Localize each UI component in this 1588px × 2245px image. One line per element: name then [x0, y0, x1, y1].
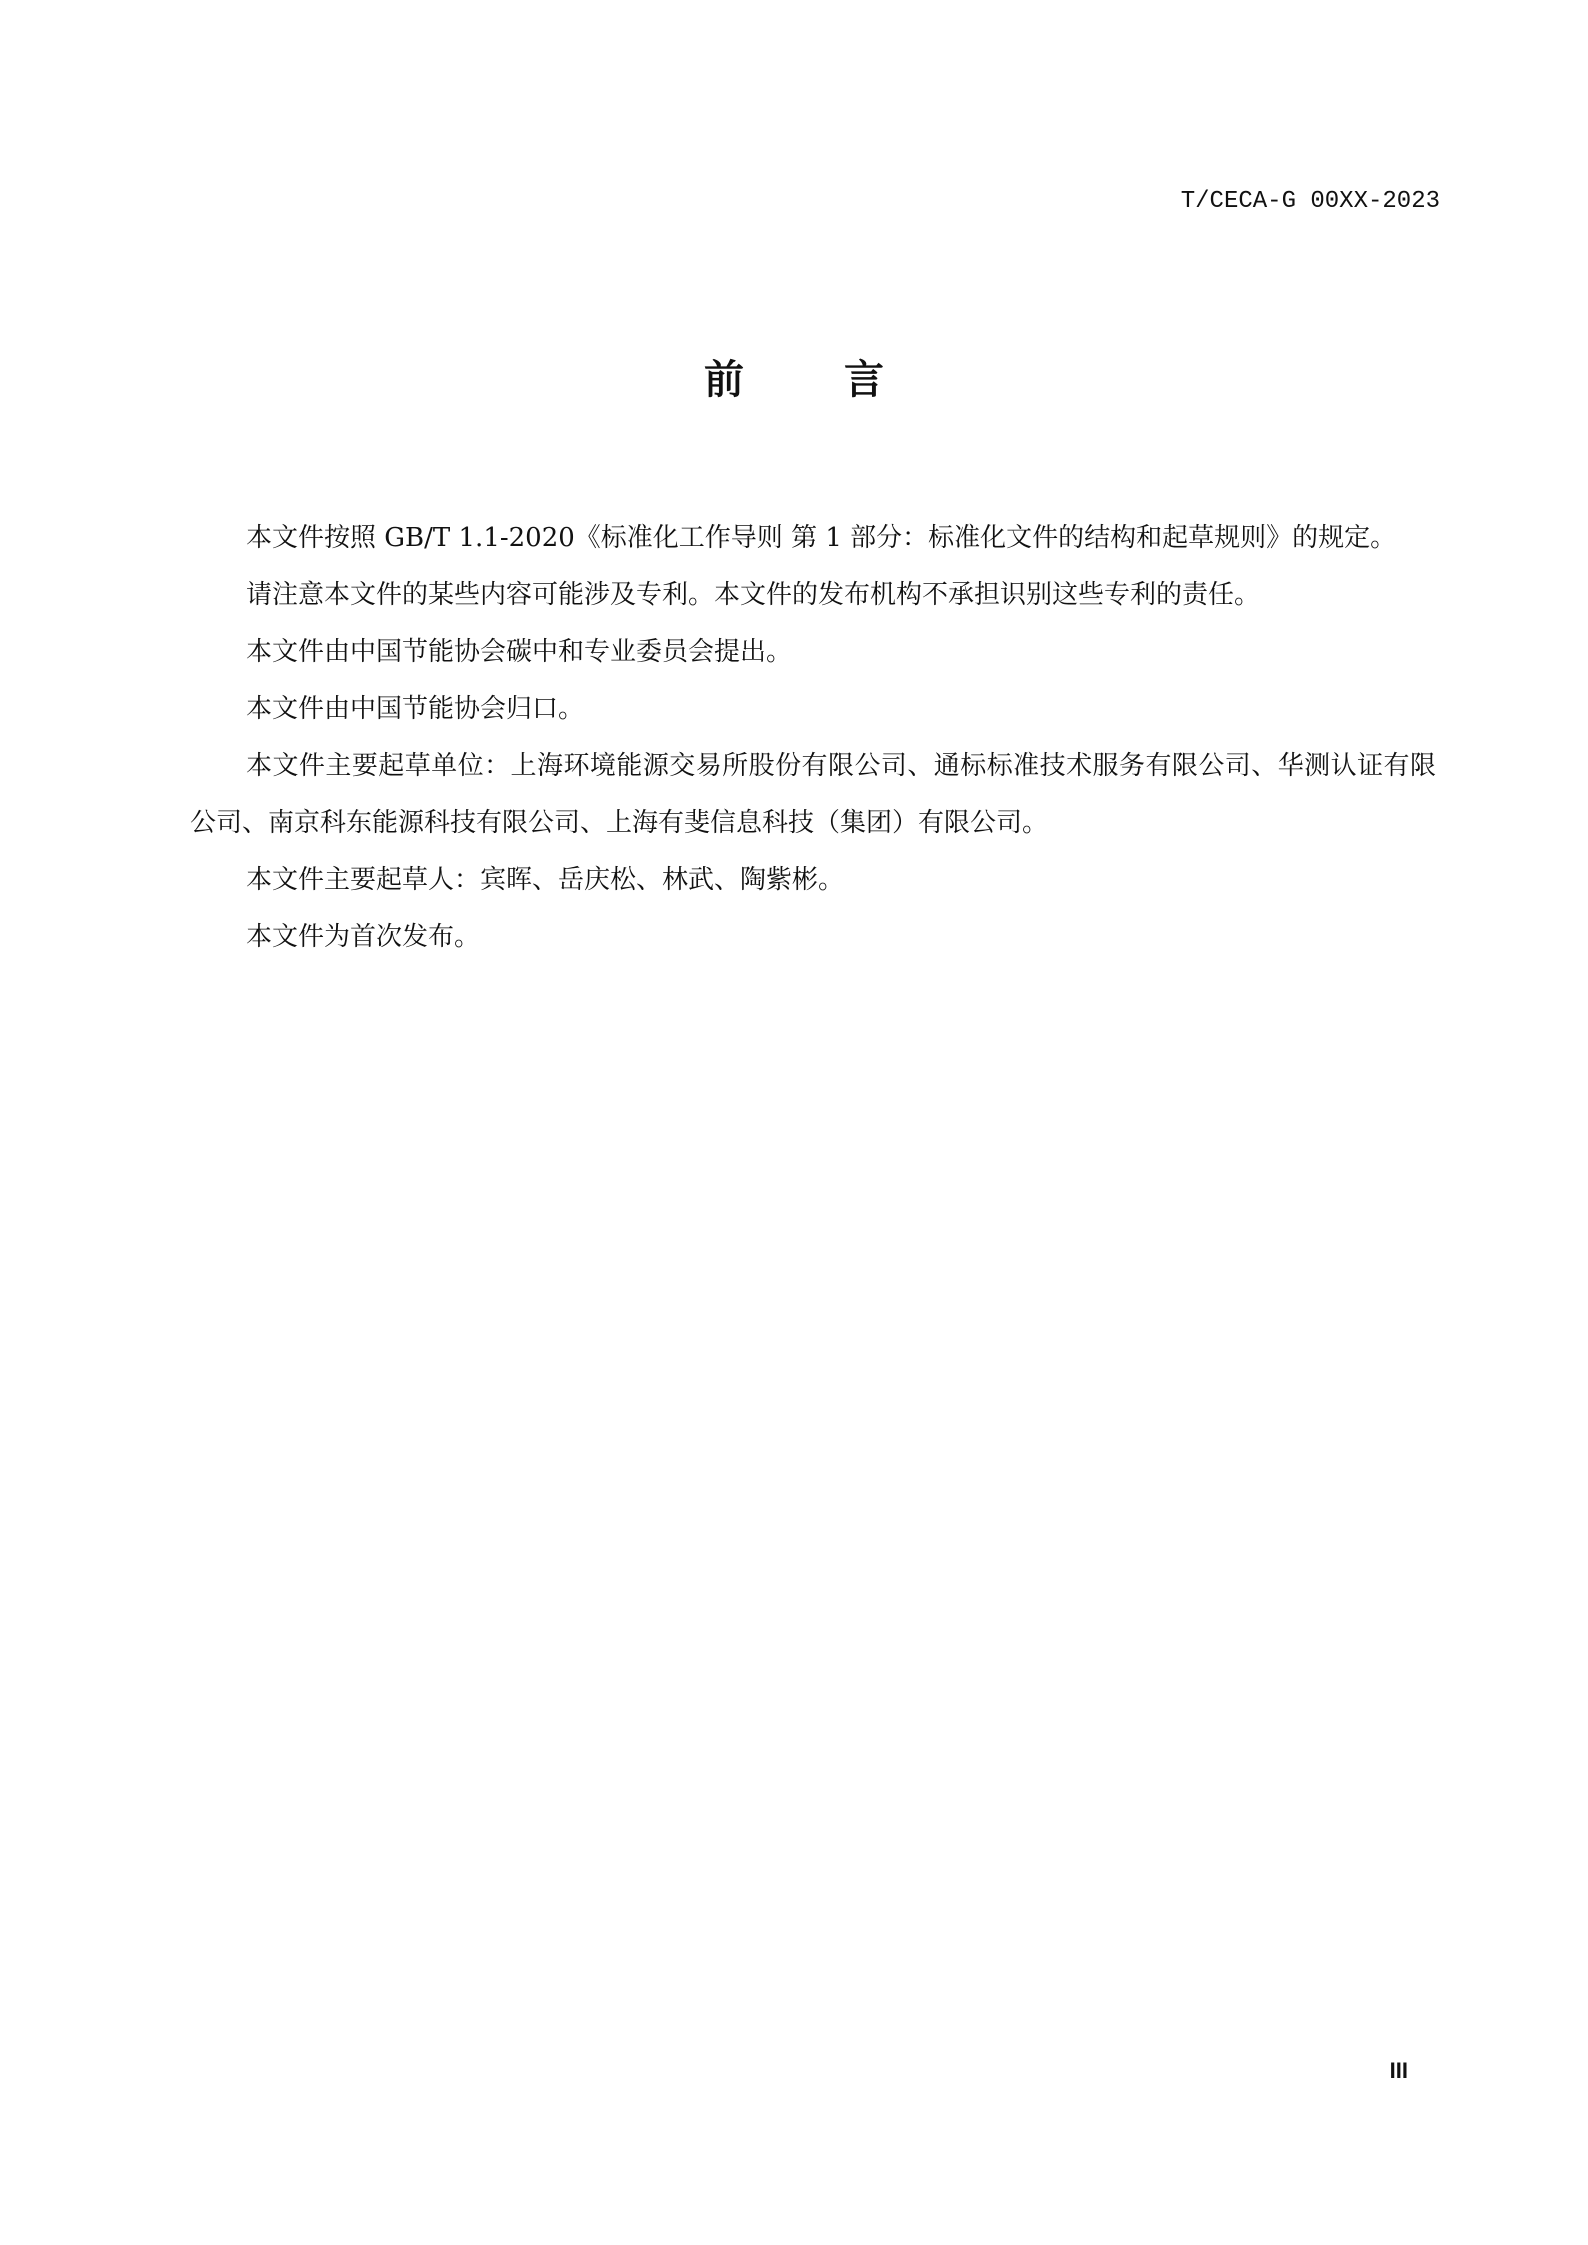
- paragraph-drafters: 本文件主要起草人：宾晖、岳庆松、林武、陶紫彬。: [246, 865, 845, 895]
- title-char-2: 言: [844, 357, 884, 403]
- foreword-body: [190, 510, 1436, 966]
- paragraph-first-release: 本文件为首次发布。: [246, 922, 481, 952]
- paragraph-drafting-units: 本文件主要起草单位：上海环境能源交易所股份有限公司、通标标准技术服务有限公司、华测认证有限公司、南京科东能源科技有限公司、上海有斐信息科技（集团）有限公司。: [190, 751, 1436, 838]
- title-char-1: 前: [704, 357, 744, 403]
- document-code: T/CECA-G 00XX-2023: [1180, 188, 1440, 215]
- paragraph-patent-notice: 请注意本文件的某些内容可能涉及专利。本文件的发布机构不承担识别这些专利的责任。: [246, 580, 1261, 610]
- paragraph-proposed-by: 本文件由中国节能协会碳中和专业委员会提出。: [246, 637, 793, 667]
- paragraph-standard-basis: 本文件按照 GB/T 1.1-2020《标准化工作导则 第 1 部分：标准化文件的结构和起草规则》的规定。: [246, 523, 1397, 553]
- page-number: III: [1389, 2058, 1408, 2083]
- page-title: [0, 348, 1588, 405]
- paragraph-centralized-by: 本文件由中国节能协会归口。: [246, 694, 585, 724]
